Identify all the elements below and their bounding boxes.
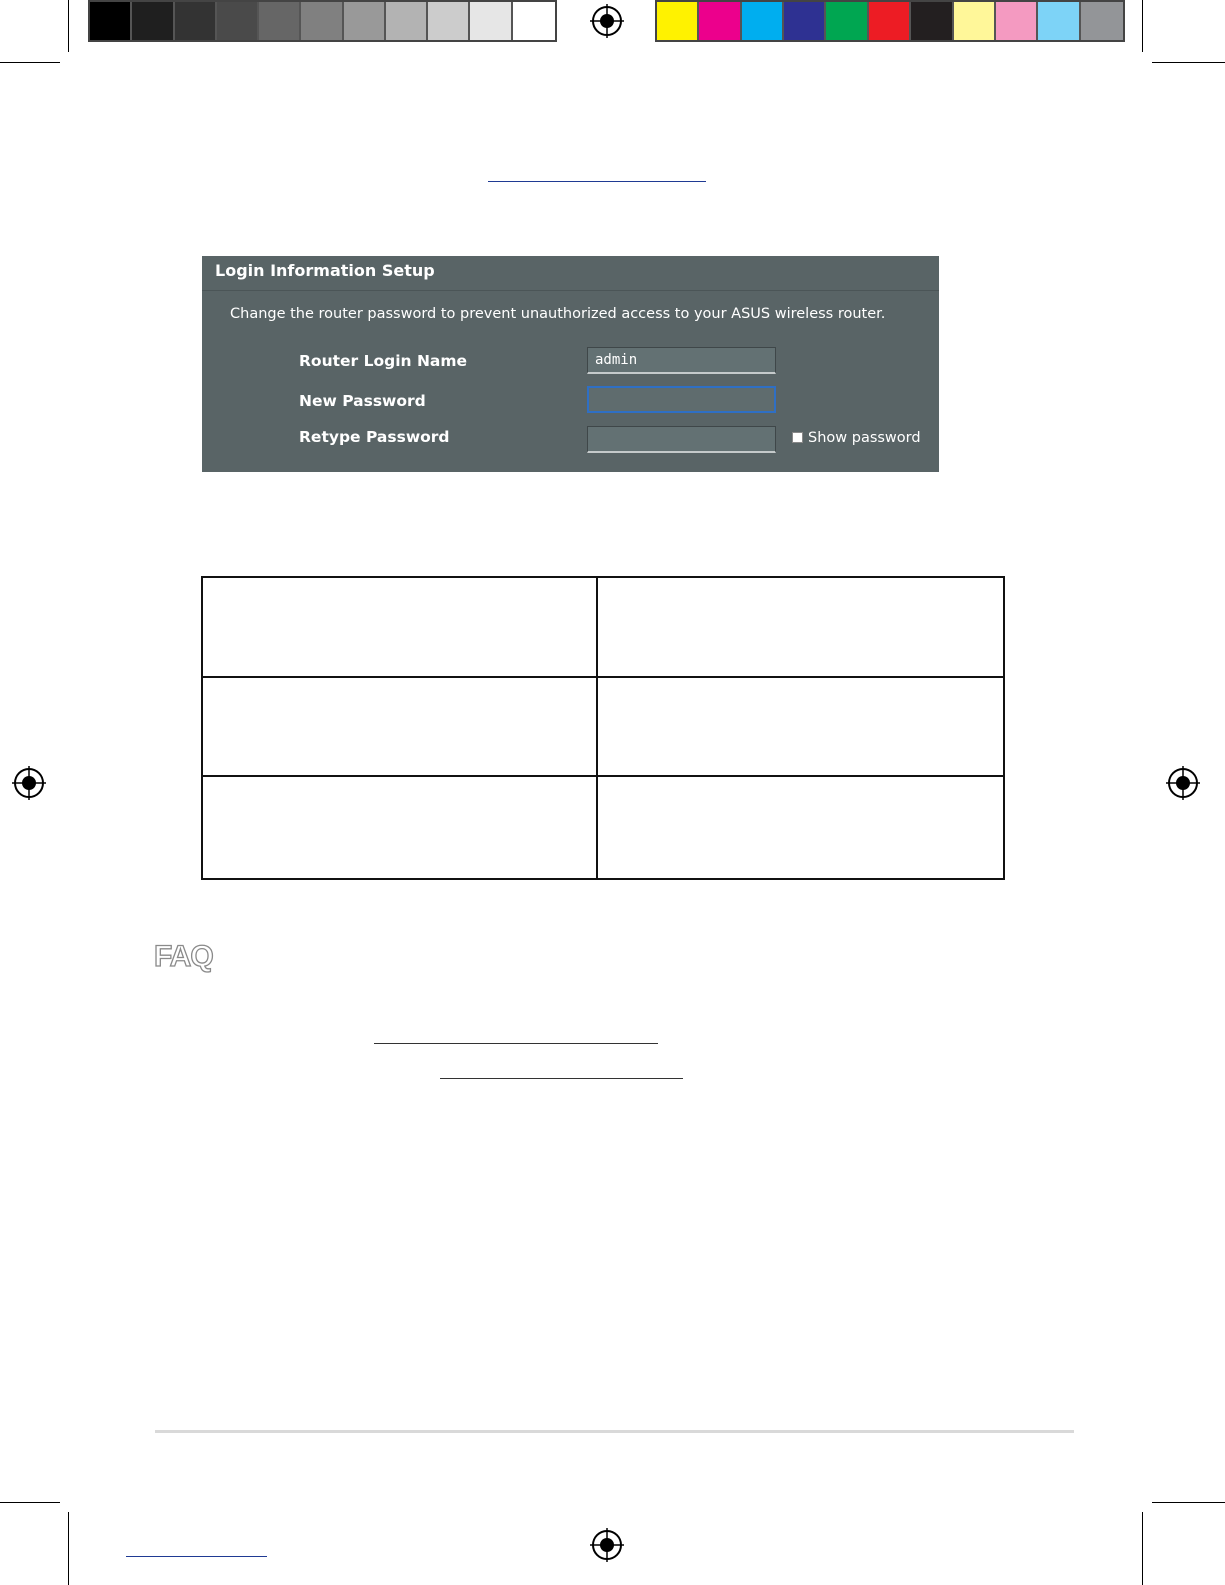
color-swatch	[996, 2, 1038, 40]
panel-description: Change the router password to prevent unauthorized access to your ASUS wireless router.	[230, 306, 886, 322]
color-swatch	[132, 2, 174, 40]
grayscale-color-bar	[88, 0, 557, 42]
crop-mark	[0, 1502, 60, 1503]
color-swatch	[175, 2, 217, 40]
color-swatch	[826, 2, 868, 40]
show-password-label: Show password	[808, 430, 921, 446]
crop-mark	[1152, 62, 1225, 63]
table-cell	[597, 577, 1004, 677]
panel-title: Login Information Setup	[202, 256, 939, 291]
color-swatch	[90, 2, 132, 40]
color-swatch	[784, 2, 826, 40]
color-swatch	[386, 2, 428, 40]
link-underline[interactable]	[440, 1078, 683, 1079]
registration-mark-icon	[12, 766, 46, 800]
color-swatch	[470, 2, 512, 40]
crop-mark	[1142, 0, 1143, 52]
color-swatch	[217, 2, 259, 40]
color-swatch	[1038, 2, 1080, 40]
color-swatch	[301, 2, 343, 40]
table-cell	[597, 677, 1004, 776]
color-swatch	[513, 2, 555, 40]
registration-mark-icon	[590, 4, 624, 38]
link-underline[interactable]	[374, 1043, 658, 1044]
crop-mark	[68, 1512, 69, 1585]
table-cell	[202, 776, 597, 879]
color-swatch	[869, 2, 911, 40]
crop-mark	[68, 0, 69, 52]
color-swatch	[259, 2, 301, 40]
link-underline[interactable]	[488, 181, 706, 182]
login-information-panel	[202, 256, 939, 472]
router-login-name-input[interactable]	[587, 347, 776, 374]
retype-password-label: Retype Password	[299, 428, 450, 446]
crop-mark	[1142, 1512, 1143, 1585]
new-password-input[interactable]	[587, 386, 776, 413]
color-swatch	[911, 2, 953, 40]
color-swatch	[742, 2, 784, 40]
router-login-name-label: Router Login Name	[299, 352, 468, 370]
color-swatch	[428, 2, 470, 40]
table-cell	[202, 677, 597, 776]
color-swatch	[954, 2, 996, 40]
process-color-bar	[655, 0, 1125, 42]
color-swatch	[657, 2, 699, 40]
color-swatch	[699, 2, 741, 40]
crop-mark	[0, 62, 60, 63]
table-cell	[202, 577, 597, 677]
color-swatch	[1081, 2, 1123, 40]
registration-mark-icon	[1166, 766, 1200, 800]
retype-password-input[interactable]	[587, 426, 776, 453]
registration-mark-icon	[590, 1528, 624, 1562]
footer-divider	[155, 1430, 1074, 1433]
show-password-checkbox[interactable]	[792, 432, 803, 443]
table-cell	[597, 776, 1004, 879]
faq-heading: FAQ	[154, 940, 213, 973]
content-table	[201, 576, 1005, 880]
link-underline[interactable]	[126, 1556, 267, 1557]
crop-mark	[1152, 1502, 1225, 1503]
color-swatch	[344, 2, 386, 40]
new-password-label: New Password	[299, 392, 426, 410]
